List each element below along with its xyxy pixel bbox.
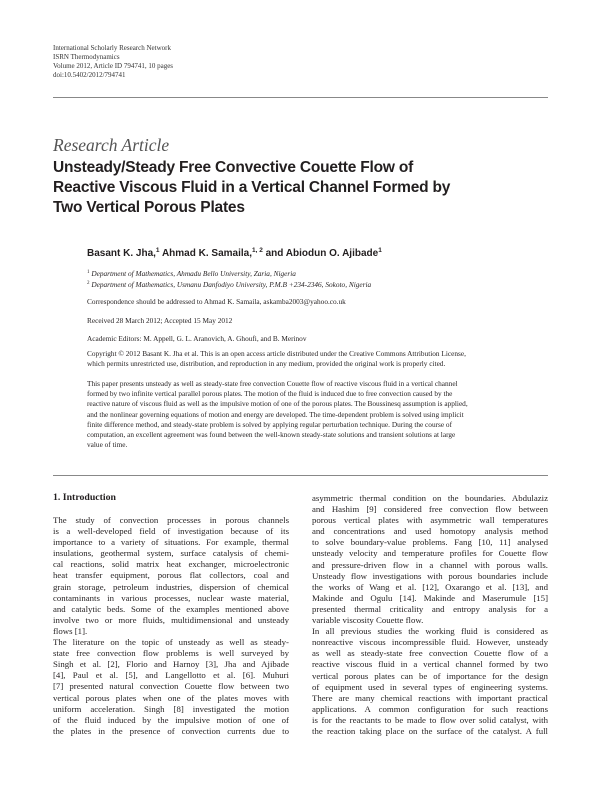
- academic-editors: Academic Editors: M. Appell, G. L. Aranovich, A. Ghoufi, and B. Merinov: [87, 334, 307, 343]
- body-line: [4], Paul et al. [5], and Langellotto et al. [6]. Muhuri: [53, 670, 289, 681]
- paper-title: [53, 158, 543, 218]
- title-line: Unsteady/Steady Free Convective Couette Flow of: [53, 159, 414, 176]
- body-line: unsteady velocity and temperature profiles for Couette flow: [312, 548, 548, 559]
- body-line: nonreactive viscous incompressible fluid. However, unsteady: [312, 637, 548, 648]
- body-line: to solve boundary-value problems. Fang [10, 11] analysed: [312, 537, 548, 548]
- body-line: asymmetric thermal condition on the boundaries. Abdulaziz: [312, 493, 548, 503]
- abstract-rule: [53, 475, 548, 476]
- body-line: state free convection flow problems is well surveyed by: [53, 648, 289, 659]
- author-name: Ahmad K. Samaila,: [159, 248, 252, 259]
- journal-name: ISRN Thermodynamics: [53, 53, 120, 61]
- affiliation-text: Department of Mathematics, Usmanu Danfodiyo University, P.M.B +234-2346, Sokoto, Nigeria: [89, 280, 372, 289]
- body-line: as well as steady-state free convection Couette flow of a: [312, 648, 548, 659]
- author-list: [87, 244, 382, 261]
- body-line: importance to a variety of situations. For example, thermal: [53, 537, 289, 548]
- body-line: heat transfer equipment, porous flat collectors, coal and: [53, 570, 289, 581]
- body-line: reactive viscous fluid in a vertical channel formed by two: [312, 659, 548, 670]
- body-line: variable viscosity Couette flow.: [312, 615, 424, 626]
- body-line: In all previous studies the working fluid is considered as: [312, 626, 548, 637]
- author-name: Basant K. Jha,: [87, 248, 156, 259]
- affiliation-1: [87, 268, 296, 279]
- body-line: insulations, geothermal system, surface catalysis of chemi-: [53, 548, 289, 559]
- body-line: contaminants in various processes, nuclear waste material,: [53, 592, 289, 603]
- body-line: There are many chemical reactions with important practical: [312, 692, 548, 703]
- journal-network: International Scholarly Research Network: [53, 44, 171, 52]
- body-line: vertical porous plates can be of importance for the design: [312, 670, 548, 681]
- author-name: and Abiodun O. Ajibade: [262, 248, 379, 259]
- body-line: uniform acceleration. Singh [8] investigated the motion: [53, 703, 289, 714]
- abstract-line: This paper presents unsteady as well as steady-state free convection Couette flow of reactive viscous fluid in a vertical channel: [87, 379, 458, 388]
- affiliation-sup: 1: [87, 270, 90, 275]
- abstract-line: and the nonlinear governing equations of motion and energy are developed. The time-dependent problem is solved using implicit: [87, 409, 464, 419]
- body-line: vertical porous plates when one of the plates moves with: [53, 692, 289, 703]
- affiliation-text: Department of Mathematics, Ahmadu Bello University, Zaria, Nigeria: [89, 269, 296, 278]
- body-column-left: [53, 515, 289, 737]
- body-column-right: [312, 493, 548, 737]
- journal-doi: doi:10.5402/2012/794741: [53, 71, 126, 79]
- affiliation-sup: 2: [87, 281, 90, 286]
- section-heading: 1. Introduction: [53, 492, 116, 503]
- header-rule: [53, 97, 548, 98]
- abstract-line: formed by two infinite vertical parallel porous plates. The motion of the fluid is induced due to free convection caused by the: [87, 389, 453, 399]
- article-type: Research Article: [53, 135, 170, 155]
- body-line: and Hashim [9] considered free convection flow between: [312, 504, 548, 515]
- abstract-line: reactive nature of viscous fluid as well as the impulsive motion of one of the porous plates. The Boussinesq assumption is applied,: [87, 399, 468, 409]
- body-line: [7] presented natural convection Couette flow between two: [53, 681, 289, 692]
- correspondence: Correspondence should be addressed to Ahmad K. Samaila, askamba2003@yahoo.co.uk: [87, 297, 346, 306]
- body-line: and concentrations and used homotopy analysis method: [312, 526, 548, 537]
- body-line: The study of convection processes in porous channels: [53, 515, 289, 525]
- journal-volume: Volume 2012, Article ID 794741, 10 pages: [53, 62, 174, 70]
- body-line: involve two or more fluids, multidimensional and unsteady: [53, 614, 289, 625]
- body-line: the reaction taking place on the surface of the catalyst. A full: [312, 725, 548, 736]
- abstract-line: finite difference method, and steady-state problem is solved by applying regular perturbation technique. During the course of: [87, 419, 453, 429]
- body-line: of the fluid induced by the impulsive motion of one of: [53, 714, 289, 725]
- body-line: applications. A common configuration for such reactions: [312, 703, 548, 714]
- affiliation-2: [87, 279, 371, 290]
- copyright-line: Copyright © 2012 Basant K. Jha et al. This is an open access article distributed under the Creative Commons Attribution License,: [87, 349, 466, 358]
- author-affil-sup: 1, 2: [251, 247, 263, 254]
- body-line: grain storage, petroleum industries, dispersion of chemical: [53, 581, 289, 592]
- body-line: is for the reactants to be made to flow over solid catalyst, with: [312, 714, 548, 725]
- abstract: [87, 379, 551, 450]
- author-affil-sup: 1: [155, 247, 160, 254]
- body-line: flows [1].: [53, 625, 88, 636]
- body-line: Singh et al. [2], Florio and Harnoy [3], Jha and Ajibade: [53, 659, 289, 670]
- body-line: The literature on the topic of unsteady as well as steady-: [53, 637, 289, 648]
- body-line: Makinde and Ogulu [14]. Makinde and Maserumule [15]: [312, 592, 548, 603]
- journal-header: [53, 44, 173, 80]
- copyright-line: which permits unrestricted use, distribution, and reproduction in any medium, provided the original work is properly cited.: [87, 359, 446, 369]
- body-line: Unsteady flow investigations with porous boundaries include: [312, 570, 548, 581]
- body-line: porous vertical plates with asymmetric wall temperatures: [312, 515, 548, 526]
- body-line: presented thermal criticality and entropy analysis for a: [312, 603, 548, 614]
- body-line: and catalytic beds. Some of the examples mentioned above: [53, 603, 289, 614]
- copyright-notice: [87, 349, 551, 369]
- title-line: Reactive Viscous Fluid in a Vertical Channel Formed by: [53, 179, 451, 196]
- author-affil-sup: 1: [378, 247, 382, 254]
- abstract-line: computation, an excellent agreement was found between the well-known steady-state solutions and transient solutions at large: [87, 430, 456, 440]
- body-line: the works of Wang et al. [12], Oxarango et al. [13], and: [312, 581, 548, 592]
- title-line: Two Vertical Porous Plates: [53, 199, 245, 216]
- body-line: of equipment used in several types of engineering systems.: [312, 681, 548, 692]
- body-line: is a well-developed field of investigation because of its: [53, 526, 289, 537]
- body-line: the plates in the presence of convection currents due to: [53, 725, 289, 736]
- body-line: and pressure-driven flow in a channel with porous walls.: [312, 559, 548, 570]
- received-date: Received 28 March 2012; Accepted 15 May 2012: [87, 316, 233, 325]
- abstract-line: value of time.: [87, 440, 128, 450]
- body-line: cal reactions, solid matrix heat exchanger, microelectronic: [53, 559, 289, 570]
